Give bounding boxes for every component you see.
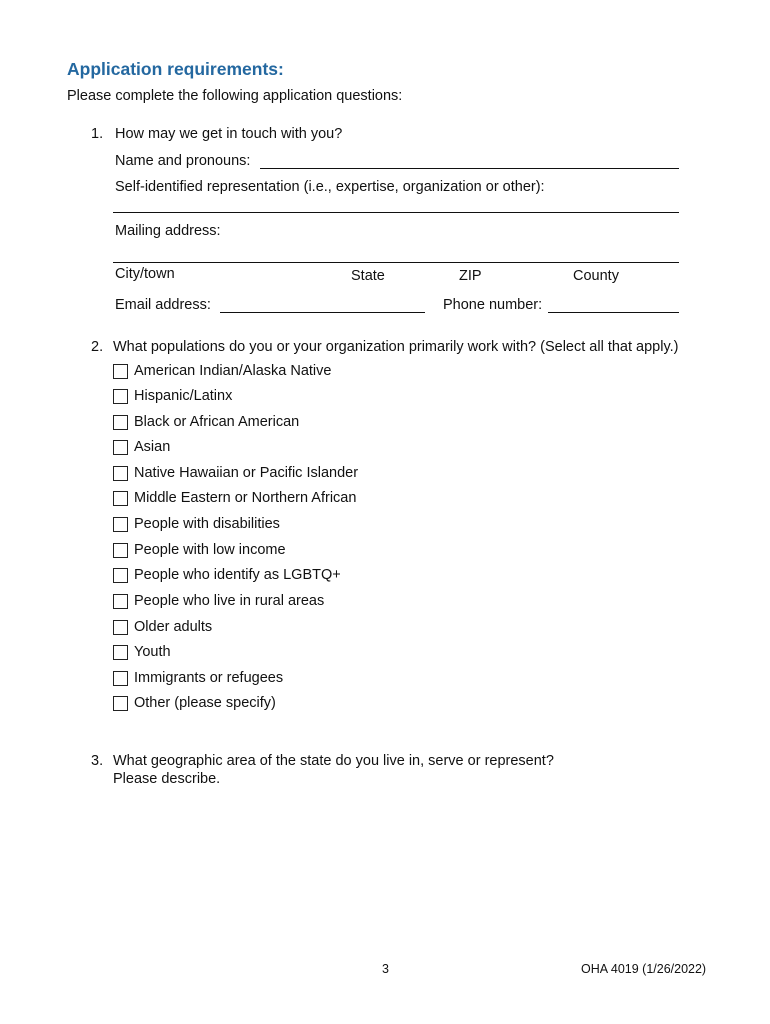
option-label: Older adults: [134, 619, 213, 635]
option-label: Hispanic/Latinx: [134, 388, 233, 404]
checkbox[interactable]: [113, 517, 128, 532]
checkbox[interactable]: [113, 491, 128, 506]
checkbox[interactable]: [113, 389, 128, 404]
city-town-label: City/town: [115, 266, 175, 282]
q3-number: 3.: [91, 753, 104, 769]
checkbox[interactable]: [113, 671, 128, 686]
email-label: Email address:: [115, 297, 211, 313]
q3-question: What geographic area of the state do you live in, serve or represent?: [113, 753, 554, 769]
checkbox[interactable]: [113, 568, 128, 583]
checkbox[interactable]: [113, 415, 128, 430]
population-option[interactable]: [113, 565, 341, 585]
checkbox[interactable]: [113, 696, 128, 711]
form-id: OHA 4019 (1/26/2022): [581, 962, 707, 976]
option-label: American Indian/Alaska Native: [134, 363, 332, 379]
population-option[interactable]: [113, 437, 170, 457]
population-option[interactable]: [113, 488, 356, 508]
population-option[interactable]: [113, 361, 331, 381]
option-label: Asian: [134, 439, 171, 455]
email-field[interactable]: [220, 312, 425, 313]
checkbox[interactable]: [113, 440, 128, 455]
zip-label: ZIP: [459, 268, 482, 284]
population-option[interactable]: [113, 642, 171, 662]
population-option[interactable]: [113, 412, 299, 432]
option-label: People with low income: [134, 542, 286, 558]
phone-label: Phone number:: [443, 297, 543, 313]
option-label: Native Hawaiian or Pacific Islander: [134, 465, 359, 481]
population-option[interactable]: [113, 591, 324, 611]
mailing-address-field[interactable]: [113, 262, 679, 263]
population-option[interactable]: [113, 540, 286, 560]
checkbox[interactable]: [113, 620, 128, 635]
q3-subtext: Please describe.: [113, 771, 221, 787]
state-label: State: [351, 268, 385, 284]
checkbox[interactable]: [113, 645, 128, 660]
representation-label: Self-identified representation (i.e., expertise, organization or other):: [115, 179, 545, 195]
name-pronouns-field[interactable]: [260, 168, 679, 169]
page-number: 3: [382, 962, 389, 976]
option-label: Middle Eastern or Northern African: [134, 490, 357, 506]
name-pronouns-label: Name and pronouns:: [115, 153, 251, 169]
population-option[interactable]: [113, 386, 232, 406]
option-label: People with disabilities: [134, 516, 280, 532]
phone-field[interactable]: [548, 312, 679, 313]
q2-number: 2.: [91, 339, 104, 355]
representation-field[interactable]: [113, 212, 679, 213]
option-label: Immigrants or refugees: [134, 670, 284, 686]
option-label: People who live in rural areas: [134, 593, 325, 609]
population-option[interactable]: [113, 668, 283, 688]
population-option[interactable]: [113, 514, 280, 534]
option-label: People who identify as LGBTQ+: [134, 567, 341, 583]
population-option[interactable]: [113, 617, 212, 637]
intro-text: Please complete the following application questions:: [67, 88, 403, 104]
q2-question: What populations do you or your organization primarily work with? (Select all that apply.): [113, 339, 679, 355]
option-label: Other (please specify): [134, 695, 276, 711]
population-option[interactable]: [113, 693, 276, 713]
population-option[interactable]: [113, 463, 358, 483]
county-label: County: [573, 268, 619, 284]
page-title: Application requirements:: [67, 59, 284, 79]
option-label: Black or African American: [134, 414, 300, 430]
checkbox[interactable]: [113, 466, 128, 481]
mailing-address-label: Mailing address:: [115, 223, 221, 239]
checkbox[interactable]: [113, 594, 128, 609]
q1-number: 1.: [91, 126, 104, 142]
checkbox[interactable]: [113, 543, 128, 558]
option-label: Youth: [134, 644, 171, 660]
q1-question: How may we get in touch with you?: [115, 126, 343, 142]
checkbox[interactable]: [113, 364, 128, 379]
